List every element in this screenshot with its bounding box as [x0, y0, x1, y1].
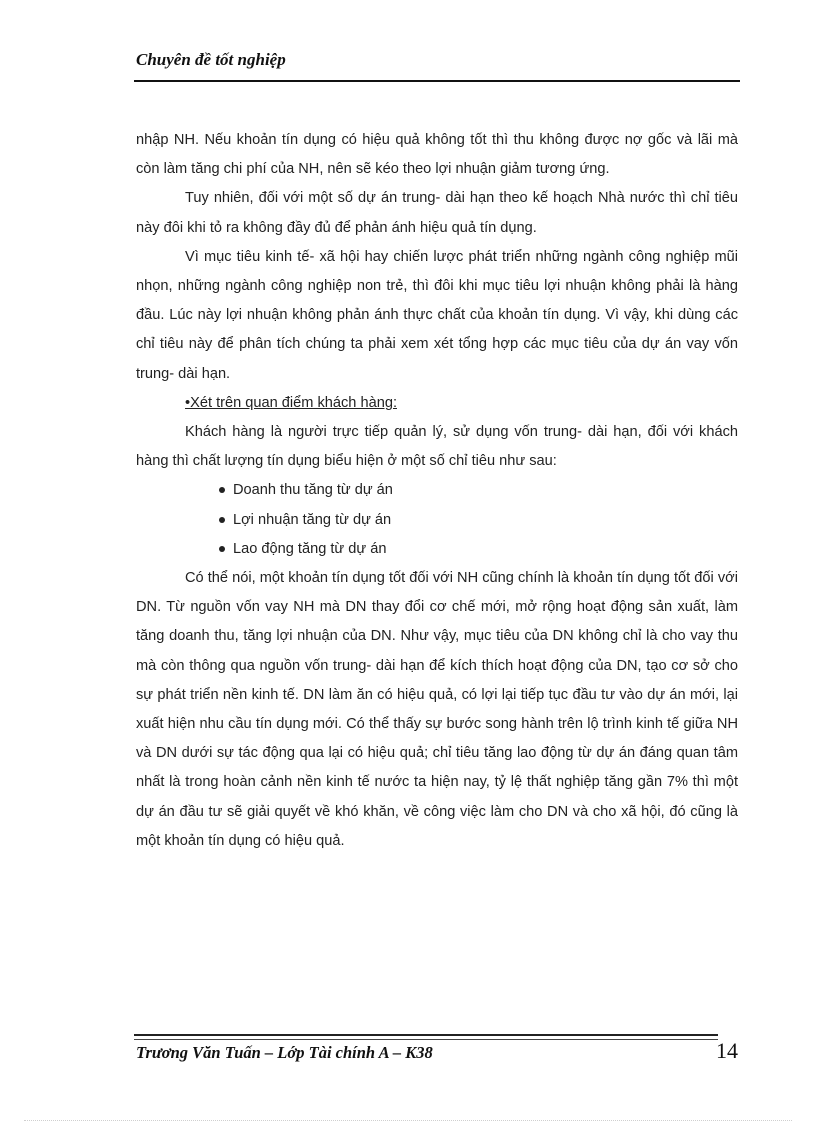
subheading-text: •Xét trên quan điểm khách hàng:: [185, 394, 397, 411]
footer-author: Trương Văn Tuấn – Lớp Tài chính A – K38: [136, 1043, 433, 1062]
paragraph: Vì mục tiêu kinh tế- xã hội hay chiến lược phát triển những ngành công nghiệp mũi nhọn, những ngành công nghiệp non trẻ, thì đôi khi mục tiêu lợi nhuận không phải là hàng đầu. Lúc này lợi nhuận không phản ánh thực chất của khoản tín dụng. Vì vậy, khi dùng các chỉ tiêu này để phân tích chúng ta phải xem xét tổng hợp các mục tiêu của dự án vay vốn trung- dài hạn.: [136, 248, 738, 382]
footer-divider: [134, 1034, 718, 1036]
header-title: Chuyên đề tốt nghiệp: [136, 50, 286, 69]
page-number: 14: [716, 1038, 738, 1063]
footer-divider-thin: [134, 1039, 718, 1040]
list-item: Lao động tăng từ dự án: [219, 535, 738, 564]
list-item: Doanh thu tăng từ dự án: [219, 476, 738, 505]
list-item: Lợi nhuận tăng từ dự án: [219, 506, 738, 535]
section-subheading: [136, 389, 738, 418]
paragraph: Có thể nói, một khoản tín dụng tốt đối với NH cũng chính là khoản tín dụng tốt đối với DN. Từ nguồn vốn vay NH mà DN thay đổi cơ chế mới, mở rộng hoạt động sản xuất, làm tăng doanh thu, tăng lợi nhuận của DN. Như vậy, mục tiêu của DN không chỉ là cho vay thu mà còn thông qua nguồn vốn trung- dài hạn để kích thích hoạt động của DN, tạo cơ sở cho sự phát triển nền kinh tế. DN làm ăn có hiệu quả, có lợi lại tiếp tục đầu tư vào dự án mới, lại xuất hiện nhu cầu tín dụng mới. Có thể thấy sự bước song hành trên lộ trình kinh tế giữa NH và DN dưới sự tác động qua lại có hiệu quả; chỉ tiêu tăng lao động từ dự án đáng quan tâm nhất là trong hoàn cảnh nền kinh tế nước ta hiện nay, tỷ lệ thất nghiệp tăng gần 7% thì một dự án đầu tư sẽ giải quyết về khó khăn, về công việc làm cho DN và cho xã hội, đó cũng là một khoản tín dụng có hiệu quả.: [136, 570, 738, 849]
paragraph: Tuy nhiên, đối với một số dự án trung- dài hạn theo kế hoạch Nhà nước thì chỉ tiêu này đôi khi tỏ ra không đầy đủ để phản ánh hiệu quả tín dụng.: [136, 190, 738, 236]
indicator-list: [136, 476, 738, 564]
page-edge: [24, 1120, 792, 1121]
paragraph: Khách hàng là người trực tiếp quản lý, sử dụng vốn trung- dài hạn, đối với khách hàng thì chất lượng tín dụng biểu hiện ở một số chỉ tiêu như sau:: [136, 424, 738, 470]
document-body: [136, 126, 738, 856]
paragraph-continued: nhập NH. Nếu khoản tín dụng có hiệu quả không tốt thì thu không được nợ gốc và lãi mà còn làm tăng chi phí của NH, nên sẽ kéo theo lợi nhuận giảm tương ứng.: [136, 132, 738, 178]
header-divider: [134, 80, 740, 82]
